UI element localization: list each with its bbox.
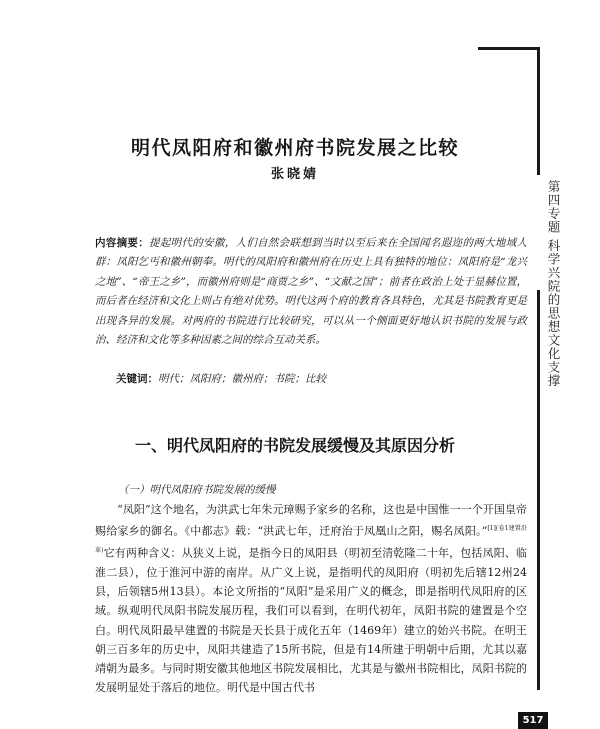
article-author: 张晓婧 xyxy=(270,167,319,182)
section-heading: 一、明代凤阳府的书院发展缓慢及其原因分析 xyxy=(134,436,455,455)
keywords-label: 关键词： xyxy=(116,373,158,385)
body-text-part2: 它有两种含义：从狭义上说，是指今日的凤阳县（明初至清乾隆二十年，包括凤阳、临淮二县），位于淮河中游的南岸。从广义上说，是指明代的凤阳府（明初先后辖12州24县，后领辖5州13县）。本论文所指的“凤阳”是采用广义的概念，即是指明代凤阳府的区域。纵观明代凤阳书院发展历程，我们可以看到，在明代初年，凤阳书院的建置是个空白。明代凤阳最早建置的书院是天长县于成化五年（1469年）建立的始兴书院。在明王朝三百多年的历史中，凤阳共建造了15所书院，但是有14所建于明朝中后期，尤其以嘉靖朝为最多。与同时期安徽其他地区书院发展相比，尤其是与徽州书院相比，凤阳书院的发展明显处于落后的地位。明代是中国古代书 xyxy=(95,546,528,695)
abstract xyxy=(95,234,527,350)
frame-rule-vertical-bottom xyxy=(537,290,540,690)
frame-rule-horizontal xyxy=(478,47,540,50)
page-number: 517 xyxy=(518,712,548,729)
citation-reference: [1](卷1建置沿革) xyxy=(95,525,527,555)
frame-rule-vertical-top xyxy=(537,47,540,175)
article-title: 明代凤阳府和徽州府书院发展之比较 xyxy=(130,137,459,159)
keywords xyxy=(116,371,526,386)
abstract-label: 内容摘要： xyxy=(95,237,150,249)
keywords-text: 明代；凤阳府；徽州府；书院；比较 xyxy=(158,373,326,385)
body-paragraph xyxy=(95,500,527,697)
section-side-label: 第四专题 科学兴院的思想文化支撑 xyxy=(546,180,561,388)
subsection-heading: （一）明代凤阳府书院发展的缓慢 xyxy=(118,484,276,496)
body-text-part1: “凤阳”这个地名，为洪武七年朱元璋赐予家乡的名称，这也是中国惟一一个开国皇帝赐给家乡的御名。《中都志》载：“洪武七年，迁府治于凤凰山之阳，赐名凤阳。” xyxy=(95,503,528,538)
abstract-text: 提起明代的安徽，人们自然会联想到当时以至后来在全国闻名遐迩的两大地域人群：凤阳乞丐和徽州朝奉。明代的凤阳府和徽州府在历史上具有独特的地位：凤阳府是“龙兴之地”、“帝王之乡”，而徽州府则是“商贾之乡”、“文献之国”；前者在政治上处于显赫位置，而后者在经济和文化上则占有绝对优势。明代这两个府的教育各具特色，尤其是书院教育更是出现各异的发展。对两府的书院进行比较研究，可以从一个侧面更好地认识书院的发展与政治、经济和文化等多种因素之间的综合互动关系。 xyxy=(95,237,528,347)
